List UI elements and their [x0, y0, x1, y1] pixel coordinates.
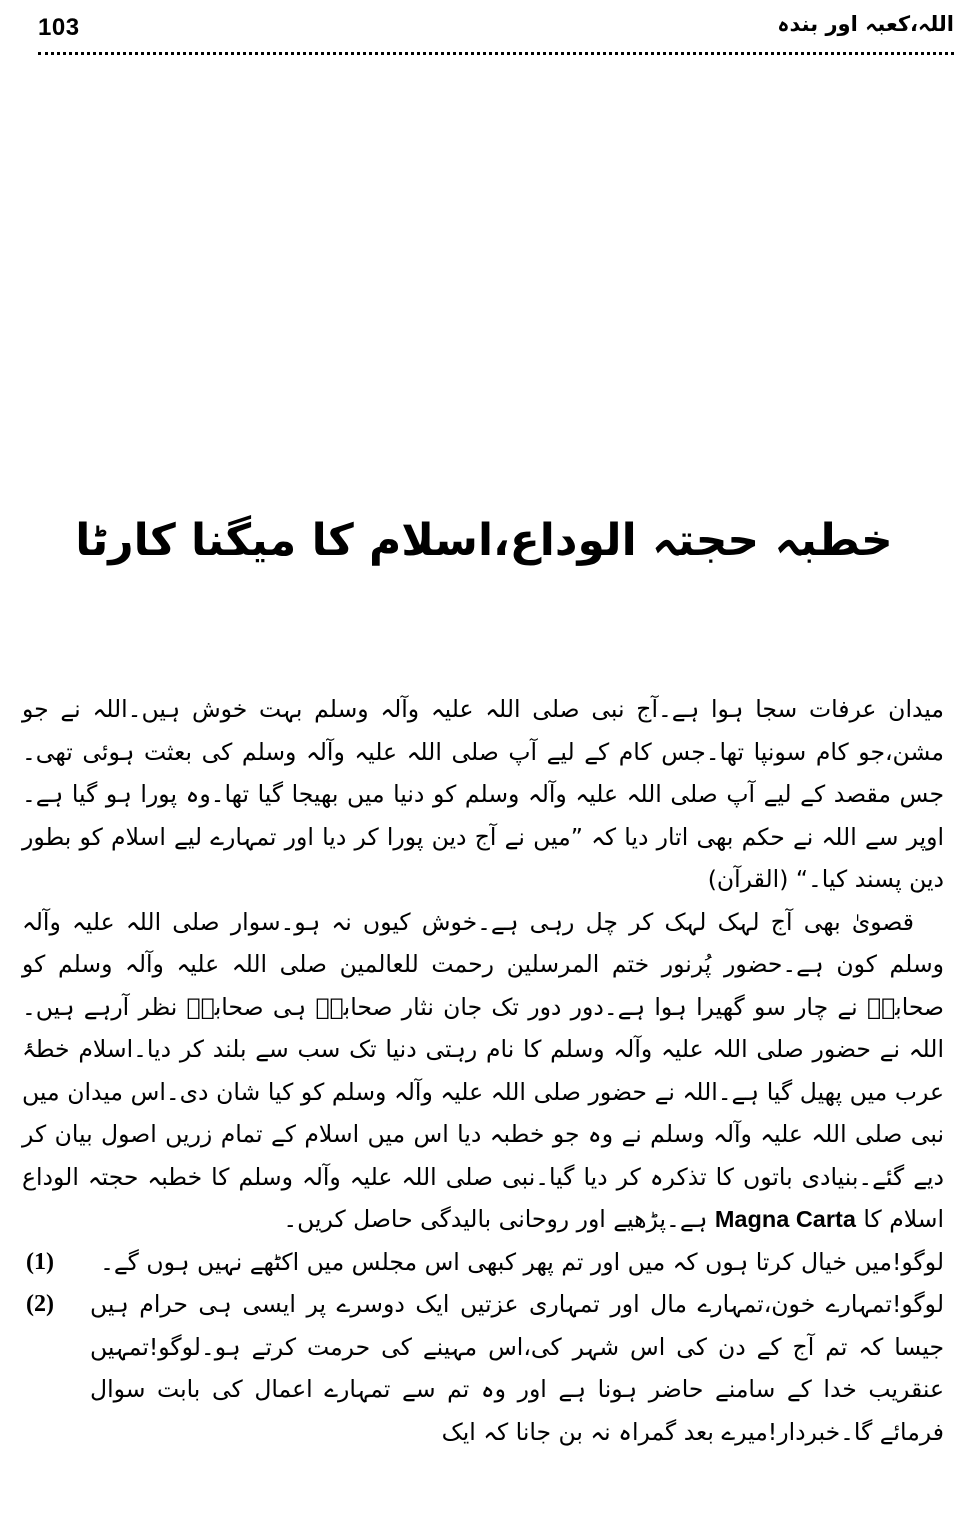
paragraph-2-latin-term: Magna Carta: [714, 1206, 856, 1232]
numbered-item-text: لوگو!میں خیال کرتا ہوں کہ میں اور تم پھر کبھی اس مجلس میں اکٹھے نہیں ہوں گے۔: [100, 1247, 944, 1276]
numbered-item-number: (2): [26, 1291, 54, 1317]
paragraph-2-text-after: ہے۔پڑھیے اور روحانی بالیدگی حاصل کریں۔: [283, 1205, 708, 1233]
running-title: اللہ،کعبہ اور بندہ: [777, 12, 954, 36]
body-text: [22, 688, 944, 1453]
page-number: 103: [38, 14, 80, 41]
page-header: [38, 8, 954, 48]
paragraph-1: میدان عرفات سجا ہوا ہے۔آج نبی صلی اللہ علیہ وآلہ وسلم بہت خوش ہیں۔اللہ نے جو مشن،جو کام سونپا تھا۔جس کام کے لیے آپ صلی اللہ علیہ وآلہ وسلم کی بعثت ہوئی تھی۔جس مقصد کے لیے آپ صلی اللہ علیہ وآلہ وسلم کو دنیا میں بھیجا گیا تھا۔وہ پورا ہو گیا ہے۔اوپر سے اللہ نے حکم بھی اتار دیا کہ ”میں نے آج دین پورا کر دیا اور تمہارے لیے اسلام کو بطور دین پسند کیا۔“ (القرآن): [22, 695, 944, 893]
header-dotted-rule: [38, 52, 954, 55]
paragraph-2-text-before: قصویٰ بھی آج لہک لہک کر چل رہی ہے۔خوش کیوں نہ ہو۔سوار صلی اللہ علیہ وآلہ وسلم کون ہے۔حضور پُرنور ختم المرسلین رحمت للعالمین صلی اللہ علیہ وآلہ وسلم کو صحابہؓ نے چار سو گھیرا ہوا ہے۔دور دور تک جان نثار صحابہؓ ہی صحابہؓ نظر آرہے ہیں۔اللہ نے حضور صلی اللہ علیہ وآلہ وسلم کا نام رہتی دنیا تک سب سے بلند کر دیا۔اسلام خطۂ عرب میں پھیل گیا ہے۔اللہ نے حضور صلی اللہ علیہ وآلہ وسلم کو کیا شان دی۔اس میدان میں نبی صلی اللہ علیہ وآلہ وسلم نے وہ جو خطبہ دیا اس میں اسلام کے تمام زریں اصول بیان کر دیے گئے۔بنیادی باتوں کا تذکرہ کر دیا گیا۔نبی صلی اللہ علیہ وآلہ وسلم کا خطبہ حجتہ الوداع اسلام کا: [22, 907, 944, 1233]
numbered-item-2: [22, 1283, 944, 1453]
numbered-item-text: لوگو!تمہارے خون،تمہارے مال اور تمہاری عزتیں ایک دوسرے پر ایسی ہی حرام ہیں جیسا کہ تم آج کے دن کی اس شہر کی،اس مہینے کی حرمت کرتے ہو۔لوگو!تمہیں عنقریب خدا کے سامنے حاضر ہونا ہے اور وہ تم سے تمہارے اعمال کی بابت سوال فرمائے گا۔خبردار!میرے بعد گمراہ نہ بن جانا کہ ایک: [90, 1290, 944, 1446]
numbered-item-number: (1): [26, 1248, 54, 1275]
numbered-item-1: [22, 1241, 944, 1284]
paragraph-2: [22, 901, 944, 1241]
chapter-title: خطبہ حجتہ الوداع،اسلام کا میگنا کارٹا: [75, 515, 893, 566]
